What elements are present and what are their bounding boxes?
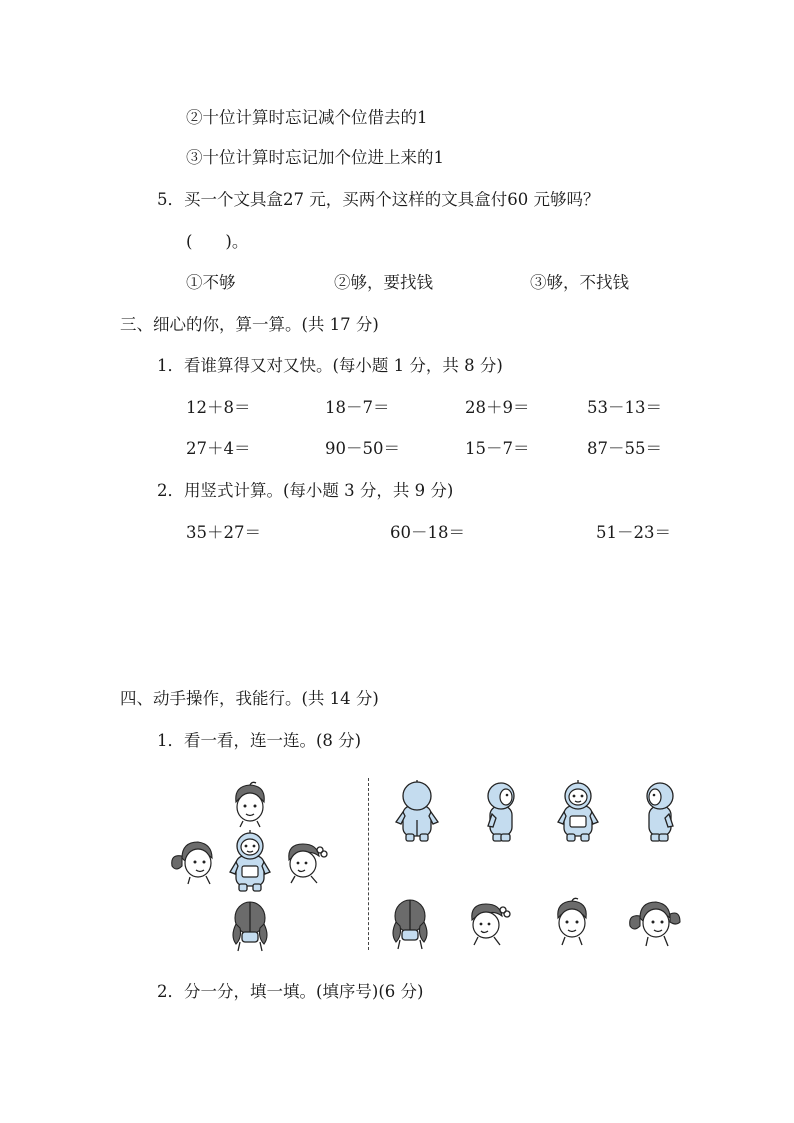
girl-side-left-icon [626, 896, 682, 948]
blue-toy-side-right-icon [643, 780, 677, 842]
q4-option-2: ②十位计算时忘记减个位借去的1 [186, 108, 428, 127]
vertical-calc-item: 60－18＝ [390, 523, 465, 542]
q5-option-1: ①不够 [186, 273, 236, 292]
calc-item: 15－7＝ [465, 439, 530, 458]
section4-title: 四、动手操作，我能行。(共 14 分) [120, 689, 379, 708]
section3-q2-title: 2．用竖式计算。(每小题 3 分，共 9 分) [157, 481, 454, 500]
girl-back-icon [388, 896, 432, 950]
calc-item: 27＋4＝ [186, 439, 251, 458]
girl-side-right-icon [466, 898, 514, 946]
divider-line [368, 778, 369, 950]
calc-item: 12＋8＝ [186, 398, 251, 417]
blue-toy-front-icon [556, 780, 600, 842]
calc-item: 28＋9＝ [465, 398, 530, 417]
girl-side-right-icon [283, 838, 329, 884]
calc-item: 87－55＝ [587, 439, 662, 458]
vertical-calc-item: 35＋27＝ [186, 523, 261, 542]
section4-q1-title: 1．看一看，连一连。(8 分) [157, 731, 362, 750]
q5-option-2: ②够，要找钱 [334, 273, 433, 292]
boy-face-icon [230, 780, 270, 828]
q5-option-3: ③够，不找钱 [530, 273, 629, 292]
q5-question: 5．买一个文具盒27 元，买两个这样的文具盒付60 元够吗？ [157, 190, 600, 209]
q5-answer-blank[interactable]: ( )。 [186, 232, 249, 251]
section3-q1-title: 1．看谁算得又对又快。(每小题 1 分，共 8 分) [157, 356, 503, 375]
blue-toy-side-left-icon [484, 780, 518, 842]
calc-item: 90－50＝ [325, 439, 400, 458]
blue-toy-back-icon [394, 780, 440, 842]
boy-face-icon [552, 896, 592, 946]
calc-item: 53－13＝ [587, 398, 662, 417]
q4-option-3: ③十位计算时忘记加个位进上来的1 [186, 148, 444, 167]
section4-q2-title: 2．分一分，填一填。(填序号)(6 分) [157, 982, 424, 1001]
vertical-calc-item: 51－23＝ [596, 523, 671, 542]
blue-toy-front-icon [228, 830, 272, 892]
girl-side-left-icon [168, 836, 220, 886]
girl-back-icon [228, 898, 272, 952]
section3-title: 三、细心的你，算一算。(共 17 分) [120, 315, 379, 334]
calc-item: 18－7＝ [325, 398, 390, 417]
